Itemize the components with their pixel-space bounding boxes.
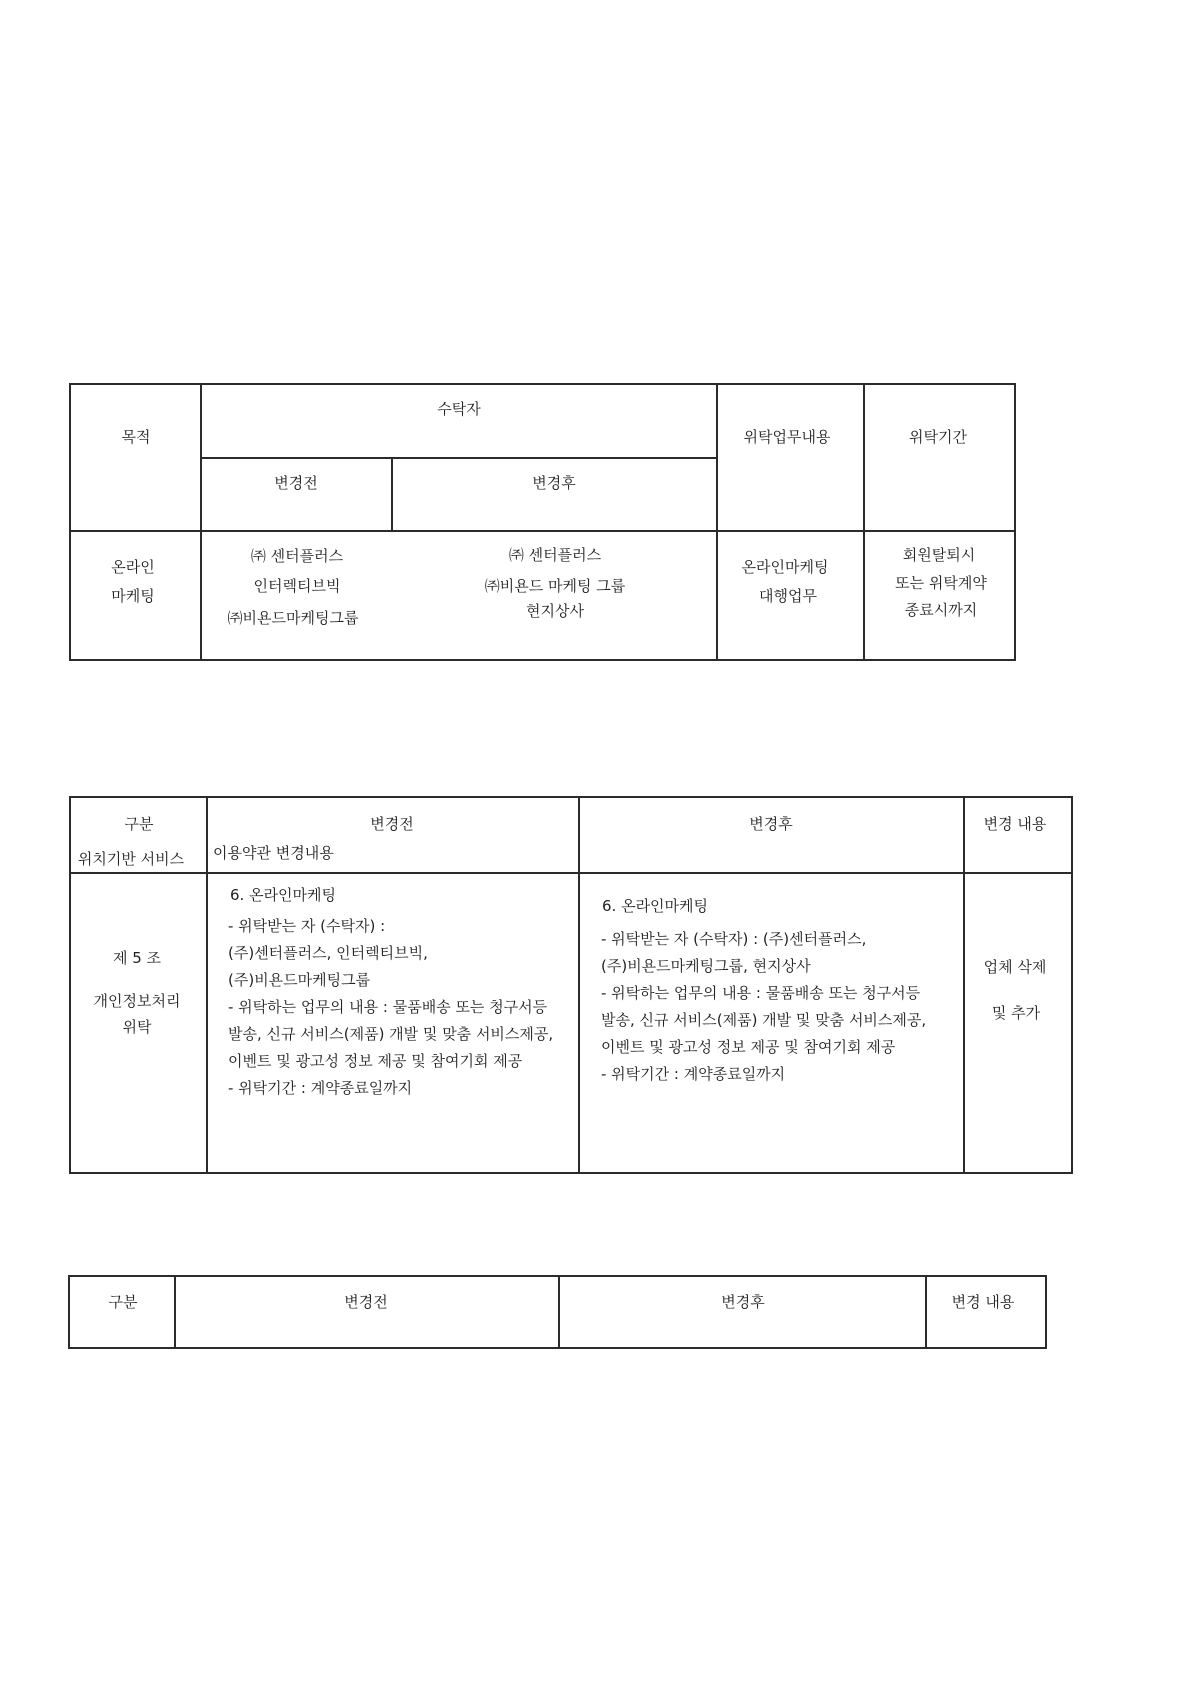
cell-period-line: 회원탈퇴시 [902, 546, 976, 564]
cell-after-line: ㈜비욘드 마케팅 그룹 [484, 577, 626, 595]
divider [201, 457, 716, 459]
change-line: 및 추가 [991, 1004, 1041, 1022]
cell-before-line: ㈜ 센터플러스 [250, 547, 344, 565]
divider [863, 385, 865, 659]
cell-before-line: 인터렉티브빅 [253, 577, 341, 595]
divider [200, 385, 202, 659]
cell-period-line: 종료시까지 [904, 601, 978, 619]
after-line: - 위탁기간 : 계약종료일까지 [601, 1065, 786, 1083]
article-number: 제 5 조 [112, 949, 162, 967]
before-line: - 위탁기간 : 계약종료일까지 [228, 1079, 413, 1097]
change-summary-table [68, 1275, 1047, 1349]
divider [578, 798, 580, 1172]
after-line: 이벤트 및 광고성 정보 제공 및 참여기회 제공 [601, 1038, 896, 1056]
header-before: 변경전 [370, 815, 414, 833]
divider [71, 530, 1014, 532]
cell-task-line: 대행업무 [759, 587, 817, 605]
after-heading: 6. 온라인마케팅 [602, 897, 709, 915]
after-content [601, 926, 926, 1088]
divider [963, 798, 965, 1172]
divider [391, 457, 393, 530]
header-trustee: 수탁자 [437, 400, 481, 418]
header-category: 구분 [124, 815, 154, 833]
before-line: - 위탁하는 업무의 내용 : 물품배송 또는 청구서등 [228, 998, 548, 1016]
header-before-sub: 이용약관 변경내용 [213, 844, 334, 862]
before-line: - 위탁받는 자 (수탁자) : [228, 917, 386, 935]
header-category: 구분 [108, 1293, 138, 1311]
cell-purpose-line: 마케팅 [111, 587, 155, 605]
header-before: 변경전 [344, 1293, 388, 1311]
change-line: 업체 삭제 [983, 958, 1047, 976]
cell-after-line: 현지상사 [526, 602, 584, 620]
article-title-line: 개인정보처리 [93, 992, 181, 1010]
before-content [228, 913, 553, 1102]
before-line: 이벤트 및 광고성 정보 제공 및 참여기회 제공 [228, 1052, 523, 1070]
header-purpose: 목적 [121, 428, 151, 446]
cell-period-line: 또는 위탁계약 [895, 574, 987, 592]
before-line: 발송, 신규 서비스(제품) 개발 및 맞춤 서비스제공, [228, 1025, 554, 1043]
header-after: 변경후 [749, 815, 793, 833]
divider [558, 1277, 560, 1347]
before-heading: 6. 온라인마케팅 [230, 886, 337, 904]
divider [71, 872, 1071, 874]
header-after: 변경후 [721, 1293, 765, 1311]
header-after: 변경후 [532, 474, 576, 492]
trustee-table [69, 383, 1016, 661]
before-line: (주)비욘드마케팅그룹 [228, 971, 371, 989]
header-task: 위탁업무내용 [743, 428, 831, 446]
after-line: - 위탁받는 자 (수탁자) : (주)센터플러스, [601, 930, 867, 948]
header-period: 위탁기간 [909, 428, 967, 446]
after-line: - 위탁하는 업무의 내용 : 물품배송 또는 청구서등 [601, 984, 921, 1002]
divider [925, 1277, 927, 1347]
header-category-sub: 위치기반 서비스 [77, 850, 185, 868]
divider [174, 1277, 176, 1347]
before-line: (주)센터플러스, 인터렉티브빅, [228, 944, 428, 962]
cell-task-line: 온라인마케팅 [741, 558, 829, 576]
header-change: 변경 내용 [983, 815, 1047, 833]
header-before: 변경전 [274, 474, 318, 492]
terms-change-table [69, 796, 1073, 1174]
article-title-line: 위탁 [122, 1018, 152, 1036]
divider [206, 798, 208, 1172]
cell-after-line: ㈜ 센터플러스 [508, 546, 602, 564]
cell-before-line: ㈜비욘드마케팅그룹 [227, 609, 359, 627]
divider [716, 385, 718, 659]
after-line: 발송, 신규 서비스(제품) 개발 및 맞춤 서비스제공, [601, 1011, 927, 1029]
header-change: 변경 내용 [951, 1293, 1015, 1311]
cell-purpose-line: 온라인 [111, 558, 155, 576]
after-line: (주)비욘드마케팅그룹, 현지상사 [601, 957, 811, 975]
